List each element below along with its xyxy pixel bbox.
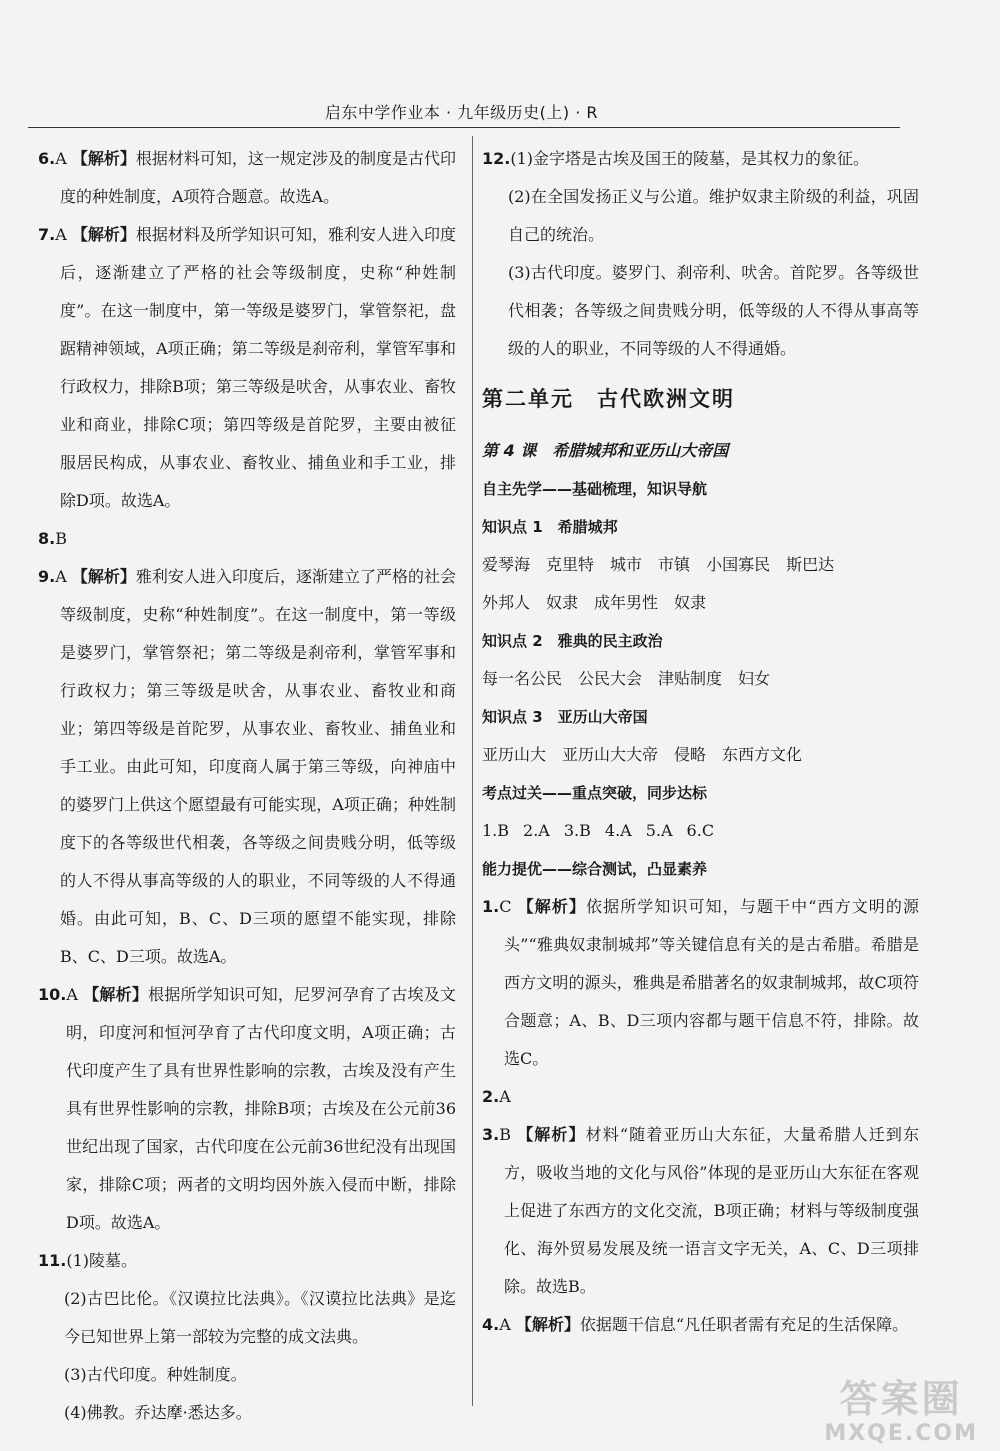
term: 津贴制度 xyxy=(658,669,723,688)
analysis-text: 依据题干信息“凡任职者需有充足的生活保障。 xyxy=(579,1315,909,1334)
header-rule xyxy=(28,127,900,128)
page-header: 启东中学作业本 · 九年级历史(上) · R xyxy=(324,103,598,122)
answer-item: 3.B xyxy=(563,821,591,840)
watermark-url: MXQE.COM xyxy=(824,1421,978,1446)
left-column xyxy=(38,140,456,1432)
answer-letter: A xyxy=(499,1315,511,1334)
checkpoint-answers xyxy=(482,812,919,850)
watermark-logo xyxy=(824,1377,978,1447)
question-number: 7. xyxy=(38,225,56,244)
term: 市镇 xyxy=(658,555,691,574)
ability-answer-2 xyxy=(482,1078,919,1116)
unit-title: 第二单元 古代欧洲文明 xyxy=(482,387,735,411)
question-number: 4. xyxy=(482,1315,500,1334)
analysis-text: 根据所学知识可知，尼罗河孕育了古埃及文明，印度河和恒河孕育了古代印度文明，A项正确；古代印度产生了具有世界性影响的宗教，古埃及没有产生具有世界性影响的宗教，排除B项；古埃及在公元前36世纪出现了国家，古代印度在公元前36世纪没有出现国家，排除C项；两者的文明均因外族入侵而中断，排除D项。故选A。 xyxy=(66,985,456,1232)
answer-8 xyxy=(38,520,456,558)
analysis-tag: 【解析】 xyxy=(71,225,136,244)
knowledge-point-1-terms xyxy=(482,546,919,584)
analysis-text: 根据材料可知，这一规定涉及的制度是古代印度的种姓制度，A项符合题意。故选A。 xyxy=(60,149,456,206)
question-number: 9. xyxy=(38,567,56,586)
column-divider xyxy=(472,136,473,1406)
analysis-text: 根据材料及所学知识可知，雅利安人进入印度后，逐渐建立了严格的社会等级制度，史称“种姓制度”。在这一制度中，第一等级是婆罗门，掌管祭祀，盘踞精神领域，A项正确；第二等级是刹帝利，掌管军事和行政权力，排除B项；第三等级是吠舍，从事农业、畜牧业和商业，排除C项；第四等级是首陀罗，主要由被征服居民构成，从事农业、畜牧业、捕鱼业和手工业，排除D项。故选A。 xyxy=(60,225,456,510)
right-column xyxy=(482,140,919,1344)
question-number: 10. xyxy=(38,985,67,1004)
answer-letter: B xyxy=(55,529,67,548)
term: 斯巴达 xyxy=(786,555,835,574)
watermark-text: 答案圈 xyxy=(839,1377,963,1421)
answer-letter: A xyxy=(499,1087,511,1106)
term: 公民大会 xyxy=(578,669,643,688)
answer-letter: B xyxy=(499,1125,511,1144)
answer-part: (1)金字塔是古埃及国王的陵墓，是其权力的象征。 xyxy=(510,149,870,168)
question-number: 2. xyxy=(482,1087,500,1106)
answer-letter: A xyxy=(55,567,67,586)
question-number: 12. xyxy=(482,149,511,168)
answer-11-part-2: (2)古巴比伦。《汉谟拉比法典》。《汉谟拉比法典》是迄今已知世界上第一部较为完整的成文法典。 xyxy=(64,1289,456,1346)
answer-6 xyxy=(38,140,456,216)
term: 城市 xyxy=(610,555,643,574)
knowledge-point-1-label: 知识点 1 希腊城邦 xyxy=(482,518,618,536)
analysis-tag: 【解析】 xyxy=(517,1125,586,1144)
answer-letter: C xyxy=(499,897,512,916)
answer-letter: A xyxy=(55,149,67,168)
analysis-text: 雅利安人进入印度后，逐渐建立了严格的社会等级制度，史称“种姓制度”。在这一制度中，第一等级是婆罗门，掌管祭祀；第二等级是刹帝利，掌管军事和行政权力；第三等级是吠舍，从事农业、畜牧业和商业；第四等级是首陀罗，从事农业、畜牧业、捕鱼业和手工业。由此可知，印度商人属于第三等级，向神庙中的婆罗门上供这个愿望最有可能实现，A项正确；种姓制度下的各等级世代相袭，各等级之间贵贱分明，低等级的人不得从事高等级的人的职业，不同等级的人不得通婚。由此可知，B、C、D三项的愿望不能实现，排除B、C、D三项。故选A。 xyxy=(60,567,456,966)
knowledge-point-3-label: 知识点 3 亚历山大帝国 xyxy=(482,708,648,726)
question-number: 8. xyxy=(38,529,56,548)
term: 东西方文化 xyxy=(722,745,803,764)
analysis-tag: 【解析】 xyxy=(71,149,136,168)
analysis-text: 依据所学知识可知，与题干中“西方文明的源头”“雅典奴隶制城邦”等关键信息有关的是古希腊。希腊是西方文明的源头，雅典是希腊著名的奴隶制城邦，故C项符合题意；A、B、D三项内容都与题干信息不符，排除。故选C。 xyxy=(504,897,919,1068)
ability-answer-4 xyxy=(482,1306,919,1344)
answer-item: 6.C xyxy=(686,821,715,840)
term: 亚历山大大帝 xyxy=(562,745,659,764)
answer-11-part-4: (4)佛教。乔达摩·悉达多。 xyxy=(64,1403,252,1422)
term: 小国寡民 xyxy=(706,555,771,574)
ability-answer-3 xyxy=(482,1116,919,1306)
answer-9 xyxy=(38,558,456,976)
term: 妇女 xyxy=(738,669,771,688)
knowledge-point-3-terms xyxy=(482,736,919,774)
term: 每一名公民 xyxy=(482,669,563,688)
answer-7 xyxy=(38,216,456,520)
ability-answer-1 xyxy=(482,888,919,1078)
term: 成年男性 xyxy=(594,593,659,612)
term: 亚历山大 xyxy=(482,745,547,764)
answer-12-part-3: (3)古代印度。婆罗门、刹帝利、吠舍。首陀罗。各等级世代相袭；各等级之间贵贱分明，低等级的人不得从事高等级的人的职业，不同等级的人不得通婚。 xyxy=(508,263,919,358)
analysis-tag: 【解析】 xyxy=(515,1315,580,1334)
question-number: 3. xyxy=(482,1125,500,1144)
section-heading-ability: 能力提优——综合测试，凸显素养 xyxy=(482,860,708,878)
answer-item: 5.A xyxy=(645,821,673,840)
term: 奴隶 xyxy=(546,593,579,612)
knowledge-point-2-label: 知识点 2 雅典的民主政治 xyxy=(482,632,663,650)
question-number: 11. xyxy=(38,1251,67,1270)
answer-11-part-1 xyxy=(38,1242,456,1280)
analysis-tag: 【解析】 xyxy=(71,567,136,586)
answer-11-part-3: (3)古代印度。种姓制度。 xyxy=(64,1365,247,1384)
term: 克里特 xyxy=(546,555,595,574)
answer-item: 4.A xyxy=(604,821,632,840)
knowledge-point-1-terms-2 xyxy=(482,584,919,622)
answer-item: 2.A xyxy=(523,821,550,840)
question-number: 1. xyxy=(482,897,500,916)
answer-10 xyxy=(38,976,456,1242)
lesson-title: 第 4 课 希腊城邦和亚历山大帝国 xyxy=(482,441,729,460)
answer-letter: A xyxy=(66,985,78,1004)
answer-12-part-1 xyxy=(482,140,919,178)
answer-part: (1)陵墓。 xyxy=(66,1251,138,1270)
section-heading-checkpoint: 考点过关——重点突破，同步达标 xyxy=(482,784,708,802)
analysis-tag: 【解析】 xyxy=(83,985,149,1004)
analysis-tag: 【解析】 xyxy=(517,897,587,916)
term: 外邦人 xyxy=(482,593,531,612)
answer-letter: A xyxy=(55,225,67,244)
knowledge-point-2-terms xyxy=(482,660,919,698)
term: 奴隶 xyxy=(674,593,707,612)
question-number: 6. xyxy=(38,149,56,168)
term: 爱琴海 xyxy=(482,555,531,574)
term: 侵略 xyxy=(674,745,707,764)
analysis-text: 材料“随着亚历山大东征，大量希腊人迁到东方，吸收当地的文化与风俗”体现的是亚历山大东征在客观上促进了东西方的文化交流，B项正确；材料与等级制度强化、海外贸易发展及统一语言文字无关，A、C、D三项排除。故选B。 xyxy=(504,1125,919,1296)
section-heading-self-study: 自主先学——基础梳理，知识导航 xyxy=(482,480,708,498)
answer-item: 1.B xyxy=(482,821,510,840)
answer-12-part-2: (2)在全国发扬正义与公道。维护奴隶主阶级的利益，巩固自己的统治。 xyxy=(508,187,919,244)
